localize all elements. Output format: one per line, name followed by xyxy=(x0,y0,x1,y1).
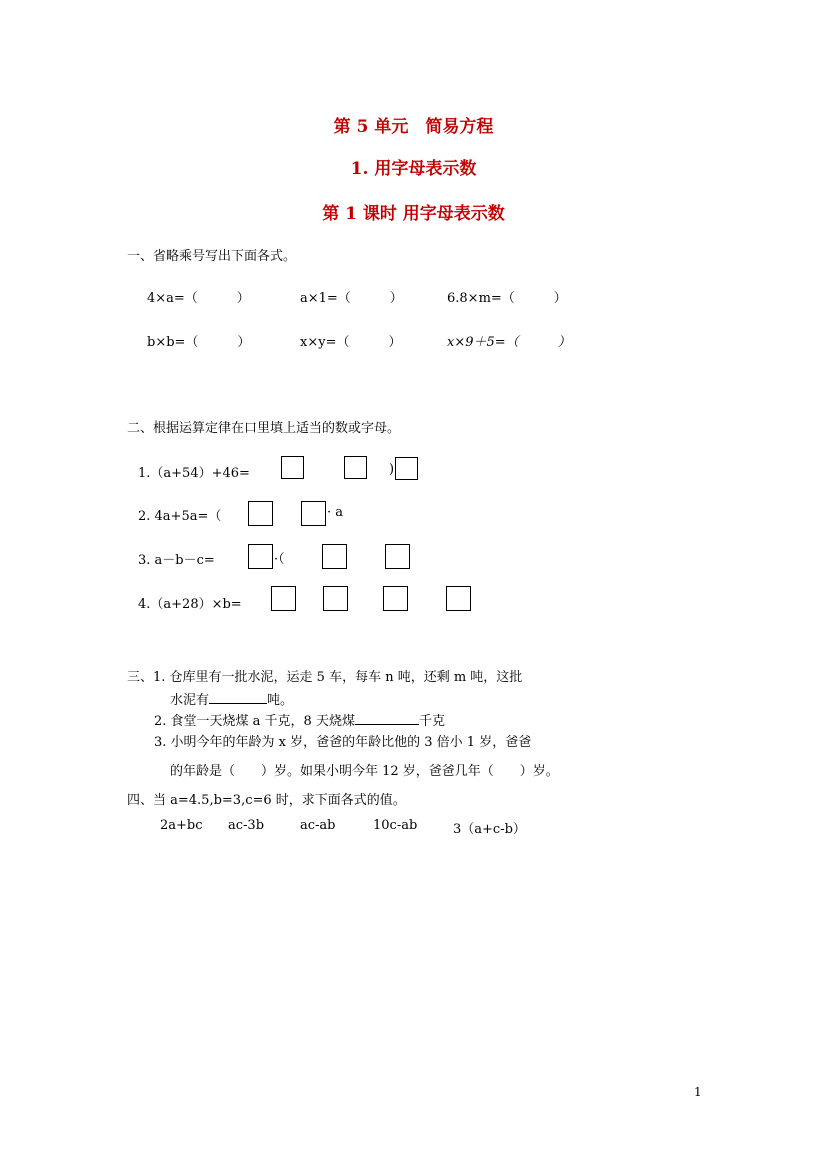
p3-q1-unit: 吨。 xyxy=(267,693,294,708)
answer-box[interactable] xyxy=(395,457,418,480)
p2-q4-text: 4.（a+28）×b= xyxy=(138,597,242,612)
p4-expr-5: 3（a+c-b） xyxy=(453,822,526,837)
p1-item-4: b×b=（ ） xyxy=(147,335,251,350)
p1-item-5: x×y=（ ） xyxy=(300,335,402,350)
answer-box[interactable] xyxy=(248,501,273,526)
section-title: 1. 用字母表示数 xyxy=(350,159,477,179)
p3-q1-line1: 三、1. 仓库里有一批水泥，运走 5 车，每车 n 吨，还剩 m 吨，这批 xyxy=(127,670,523,685)
p2-q1-text: 1.（a+54）+46= xyxy=(138,466,250,481)
part1-heading: 一、省略乘号写出下面各式。 xyxy=(127,249,297,264)
answer-box[interactable] xyxy=(281,456,304,479)
p4-expr-2: ac-3b xyxy=(228,818,265,833)
answer-box[interactable] xyxy=(446,586,471,611)
answer-box[interactable] xyxy=(301,501,326,526)
p3-q3-line1: 3. 小明今年的年龄为 x 岁，爸爸的年龄比他的 3 倍小 1 岁，爸爸 xyxy=(154,735,532,750)
p4-expr-3: ac-ab xyxy=(300,818,336,833)
answer-box[interactable] xyxy=(323,586,348,611)
answer-box[interactable] xyxy=(344,456,367,479)
p2-q2-text: 2. 4a+5a=（ xyxy=(138,509,222,524)
p2-q3-text: 3. a－b－c= xyxy=(138,553,215,568)
part2-heading: 二、根据运算定律在口里填上适当的数或字母。 xyxy=(127,421,401,436)
p3-q2-text: 2. 食堂一天烧煤 a 千克，8 天烧煤 xyxy=(154,714,355,729)
answer-box[interactable] xyxy=(385,544,410,569)
p1-item-6: x×9＋5=（ ） xyxy=(447,335,571,350)
p3-q3-line2: 的年龄是（ ）岁。如果小明今年 12 岁，爸爸几年（ ）岁。 xyxy=(170,764,559,779)
p3-q1-line2 xyxy=(170,689,293,708)
p1-item-1: 4×a=（ ） xyxy=(147,291,250,306)
answer-box[interactable] xyxy=(322,544,347,569)
p3-q2 xyxy=(154,710,445,729)
unit-title: 第 5 单元 简易方程 xyxy=(333,117,494,137)
answer-box[interactable] xyxy=(248,544,273,569)
p3-q1-text: 水泥有 xyxy=(170,693,210,708)
p2-q3-mid: ·（ xyxy=(274,552,285,567)
p4-expr-4: 10c-ab xyxy=(373,818,418,833)
page-number: 1 xyxy=(694,1085,702,1099)
lesson-title: 第 1 课时 用字母表示数 xyxy=(322,204,505,224)
p1-item-3: 6.8×m=（ ） xyxy=(447,291,567,306)
part4-heading: 四、当 a=4.5,b=3,c=6 时，求下面各式的值。 xyxy=(127,793,406,808)
p2-q2-tail: · a xyxy=(327,505,344,520)
p3-q2-unit: 千克 xyxy=(418,714,445,729)
p4-expr-1: 2a+bc xyxy=(160,818,203,833)
answer-blank[interactable] xyxy=(355,712,419,725)
answer-box[interactable] xyxy=(271,586,296,611)
answer-box[interactable] xyxy=(383,586,408,611)
answer-blank[interactable] xyxy=(209,691,267,704)
p2-q1-paren: ) xyxy=(389,462,395,477)
p1-item-2: a×1=（ ） xyxy=(300,291,403,306)
